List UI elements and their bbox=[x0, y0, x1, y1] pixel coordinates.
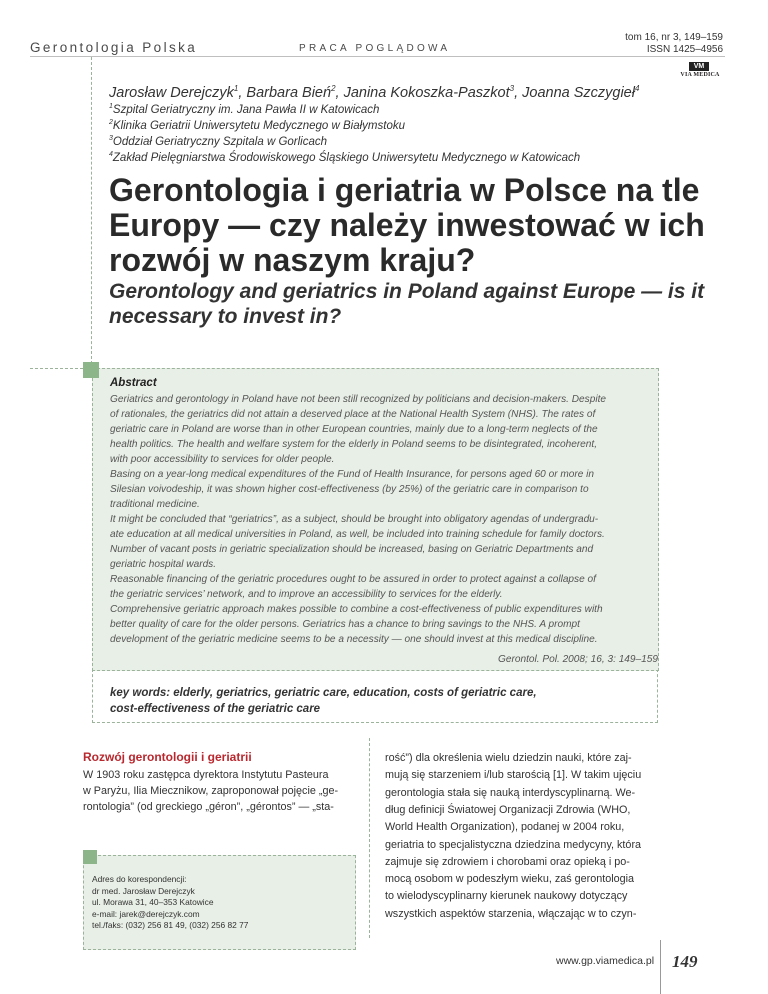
body-line: zajmuje się zdrowiem i chorobami oraz opieką i po- bbox=[385, 855, 630, 868]
abstract-line: geriatric care in Poland are worse than in other European countries, mainly due to a long-term neglects of the bbox=[110, 424, 598, 435]
abstract-line: Comprehensive geriatric approach makes possible to combine a cost-effectiveness of public expenditures with bbox=[110, 604, 603, 615]
body-line: dług definicji Światowej Organizacji Zdrowia (WHO, bbox=[385, 803, 631, 816]
correspondence-line: dr med. Jarosław Derejczyk bbox=[92, 885, 195, 896]
body-line: rość”) dla określenia wielu dziedzin nauki, które zaj- bbox=[385, 752, 632, 764]
abstract-line: Number of vacant posts in geriatric specialization should be increased, basing on Geriatric Departments and bbox=[110, 544, 594, 555]
abstract-line: traditional medicine. bbox=[110, 499, 200, 510]
affiliation: $^2$Klinika Geriatrii Uniwersytetu Medycznego w Białymstoku bbox=[109, 119, 405, 132]
logo-mark: VM bbox=[689, 62, 709, 71]
article-title-english: Gerontology and geriatrics in Poland against Europe — is it necessary to invest in? bbox=[109, 280, 705, 328]
correspondence-line: Adres do korespondencji: bbox=[92, 874, 187, 884]
abstract-line: Basing on a year-long medical expenditures of the Fund of Health Insurance, for persons aged 60 or more in bbox=[110, 469, 595, 480]
keywords-line: cost-effectiveness of the geriatric care bbox=[110, 703, 321, 715]
abstract-line: with poor accessibility to services for older people. bbox=[110, 454, 335, 465]
abstract-line: better quality of care for the older persons. Geriatrics has a chance to bring savings to the NHS. A prompt bbox=[110, 619, 580, 630]
keywords bbox=[110, 685, 650, 717]
body-line: gerontologia stała się nauką interdyscyplinarną. We- bbox=[385, 786, 636, 799]
correspondence-line: ul. Morawa 31, 40–353 Katowice bbox=[92, 897, 214, 907]
citation: Gerontol. Pol. 2008; 16, 3: 149–159 bbox=[498, 654, 658, 665]
body-line: wszystkich aspektów starzenia, włączając w to czyn- bbox=[385, 907, 637, 920]
column-divider bbox=[369, 738, 370, 938]
keywords-line: key words: elderly, geriatrics, geriatric care, education, costs of geriatric care, bbox=[110, 687, 537, 699]
frame-line-right bbox=[657, 669, 658, 723]
affiliation: $^3$Oddział Geriatryczny Szpitala w Gorlicach bbox=[109, 135, 328, 148]
publisher-logo bbox=[679, 62, 721, 78]
abstract-line: Silesian voivodeship, it was shown higher cost-effectiveness (by 25%) of the geriatric care in comparison to bbox=[110, 484, 589, 495]
footer-url[interactable]: www.gp.viamedica.pl bbox=[556, 955, 655, 967]
author: Janina Kokoszka-Paszkot bbox=[343, 84, 510, 101]
body-line: rontologia” (od greckiego „géron”, „gérontos” — „sta- bbox=[83, 801, 334, 813]
abstract-line: ate education at all medical universities in Poland, as well, be included into training schedule for family doctors. bbox=[110, 529, 605, 540]
body-line: World Health Organization), podanej w 2004 roku, bbox=[385, 821, 625, 834]
body-line: mują się starzeniem i/lub starością [1]. W takim ujęciu bbox=[385, 769, 642, 782]
frame-line-left-kw bbox=[92, 669, 93, 723]
body-line: to wielodyscyplinarny kierunek naukowy dotyczący bbox=[385, 890, 628, 903]
abstract-line: health politics. The health and welfare system for the elderly in Poland seems to be disintegrated, incoherent, bbox=[110, 439, 598, 450]
issn: ISSN 1425–4956 bbox=[646, 44, 723, 55]
author: Joanna Szczygieł bbox=[522, 84, 635, 101]
frame-line-left bbox=[91, 57, 92, 369]
issue-info bbox=[625, 32, 723, 56]
abstract-marker bbox=[83, 362, 99, 378]
correspondence-marker bbox=[83, 850, 97, 864]
body-line: mocą osobom w podeszłym wieku, zaś gerontologia bbox=[385, 873, 635, 886]
abstract-line: Geriatrics and gerontology in Poland have not been still recognized by politicians and decision-makers. Despite bbox=[110, 394, 606, 405]
abstract-line: It might be concluded that “geriatrics”, as a subject, should be brought into obligatory agendas of undergradu- bbox=[110, 514, 599, 525]
logo-text: VIA MEDICA bbox=[680, 72, 720, 78]
affiliation: $^1$Szpital Geriatryczny im. Jana Pawła II w Katowicach bbox=[109, 103, 380, 116]
abstract-line: development of the geriatric medicine seems to be a necessity — one should invest at this medical discipline. bbox=[110, 634, 598, 645]
header-divider bbox=[30, 56, 725, 57]
footer-divider bbox=[660, 940, 661, 994]
section-heading: Rozwój gerontologii i geriatrii bbox=[83, 750, 252, 764]
body-line: w Paryżu, Ilia Miecznikow, zaproponował pojęcie „ge- bbox=[83, 785, 339, 797]
keywords-underline bbox=[92, 722, 658, 723]
body-line: W 1903 roku zastępca dyrektora Instytutu Pasteura bbox=[83, 769, 329, 781]
page-number: 149 bbox=[672, 952, 698, 971]
author: Barbara Bień bbox=[246, 84, 332, 101]
article-type: PRACA POGLĄDOWA bbox=[299, 43, 451, 54]
abstract-line: geriatric hospital wards. bbox=[110, 559, 217, 570]
abstract-line: of rationales, the geriatrics did not attain a deserved place at the National Health System (NHS). The rates of bbox=[110, 409, 596, 420]
author: Jarosław Derejczyk bbox=[109, 84, 234, 101]
body-line: geriatria to specjalistyczna dziedzina medycyny, która bbox=[385, 838, 642, 851]
issue-volume: tom 16, nr 3, 149–159 bbox=[625, 32, 723, 43]
affiliation: $^4$Zakład Pielęgniarstwa Środowiskowego Śląskiego Uniwersytetu Medycznego w Katowicach bbox=[109, 151, 581, 164]
journal-title: Gerontologia Polska bbox=[30, 40, 198, 55]
correspondence-line: tel./faks: (032) 256 81 49, (032) 256 82 77 bbox=[92, 920, 249, 930]
correspondence-line: e-mail: jarek@derejczyk.com bbox=[92, 908, 200, 919]
authors: Jarosław Derejczyk$^1$, Barbara Bień$^2$, Janina Kokoszka-Paszkot$^3$, Joanna Szczygieł$^4$ bbox=[109, 84, 640, 101]
abstract-line: the geriatric services’ network, and to improve an accessibility to services for the elderly. bbox=[110, 589, 503, 600]
abstract-heading: Abstract bbox=[110, 377, 157, 389]
abstract-line: Reasonable financing of the geriatric procedures ought to be assured in order to protect against a collapse of bbox=[110, 574, 596, 585]
article-title-polish: Gerontologia i geriatria w Polsce na tle Europy — czy należy inwestować w ich rozwój w naszym kraju? bbox=[109, 172, 705, 278]
